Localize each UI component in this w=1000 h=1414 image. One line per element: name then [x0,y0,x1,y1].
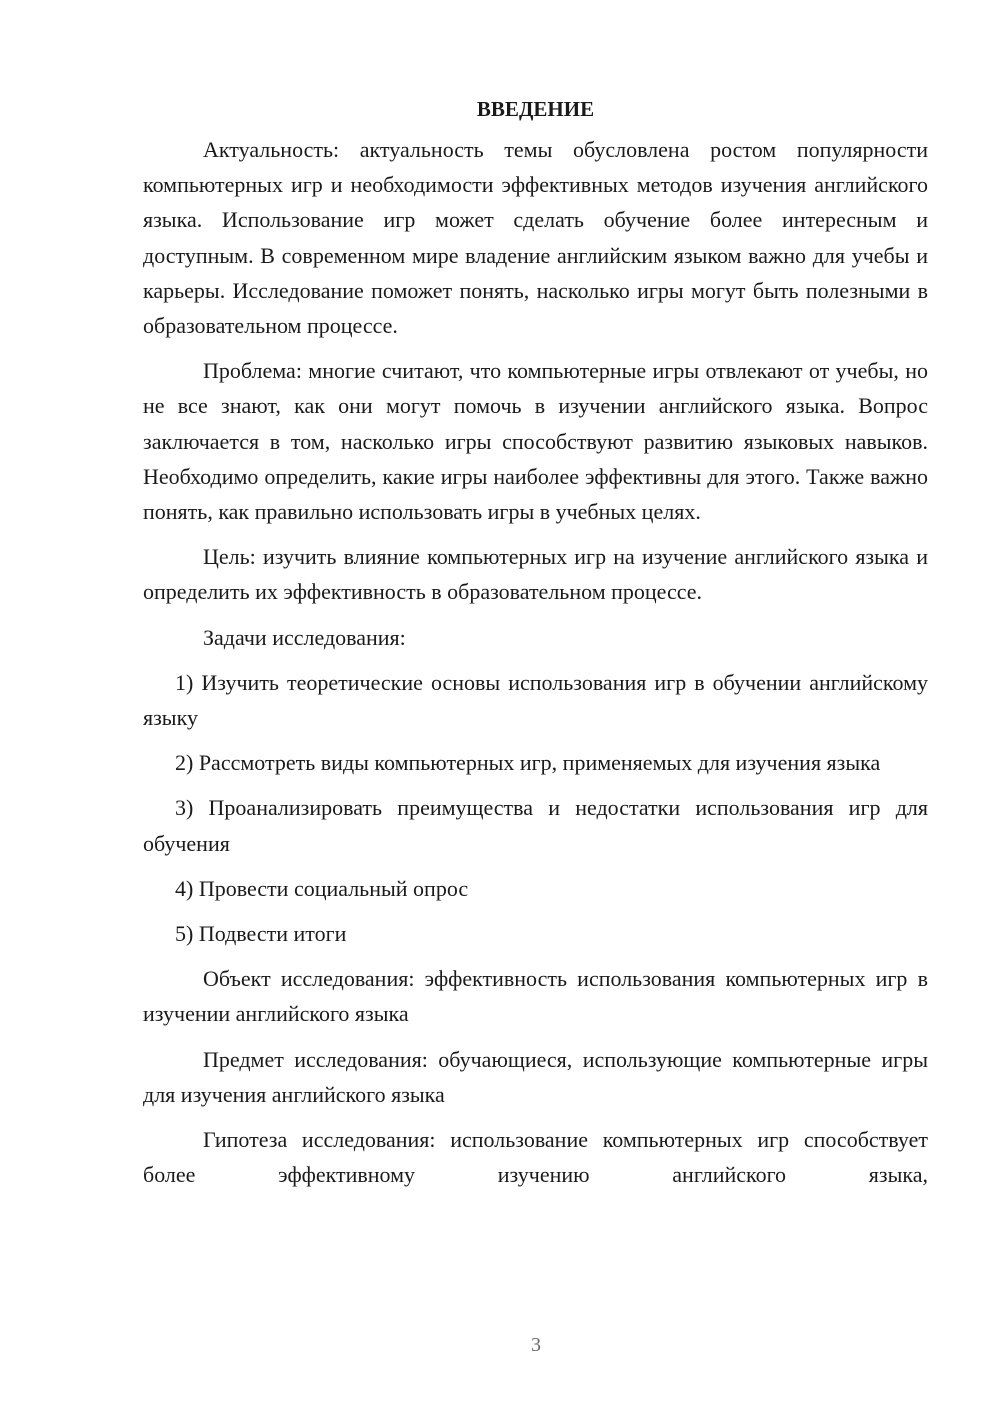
paragraph-hypothesis: Гипотеза исследования: использование компьютерных игр способствует более эффективному изучению английского языка, [143,1127,928,1188]
section-heading: ВВЕДЕНИЕ [476,97,595,121]
paragraph-problem: Проблема: многие считают, что компьютерные игры отвлекают от учебы, но не все знают, как они могут помочь в изучении английского языка. Вопрос заключается в том, насколько игры способствуют развитию языковых навыков. Необходимо определить, какие игры наиболее эффективны для этого. Также важно понять, как правильно использовать игры в учебных целях. [143,358,928,525]
paragraph-object: Объект исследования: эффективность использования компьютерных игр в изучении английского языка [143,966,928,1027]
task-item-2: 2) Рассмотреть виды компьютерных игр, применяемых для изучения языка [175,750,881,776]
page-number: 3 [531,1334,541,1356]
paragraph-relevance: Актуальность: актуальность темы обусловлена ростом популярности компьютерных игр и необходимости эффективных методов изучения английского языка. Использование игр может сделать обучение более интересным и доступным. В современном мире владение английским языком важно для учебы и карьеры. Исследование поможет понять, насколько игры могут быть полезными в образовательном процессе. [143,137,928,339]
paragraph-tasks-heading: Задачи исследования: [203,624,406,650]
task-item-3: 3) Проанализировать преимущества и недостатки использования игр для обучения [143,795,928,856]
paragraph-goal: Цель: изучить влияние компьютерных игр на изучение английского языка и определить их эффективность в образовательном процессе. [143,544,928,605]
task-item-4: 4) Провести социальный опрос [175,875,469,901]
task-item-5: 5) Подвести итоги [175,921,347,947]
task-item-1: 1) Изучить теоретические основы использования игр в обучении английскому языку [143,669,928,731]
paragraph-subject: Предмет исследования: обучающиеся, использующие компьютерные игры для изучения английского языка [143,1046,928,1107]
document-page [143,92,928,1192]
